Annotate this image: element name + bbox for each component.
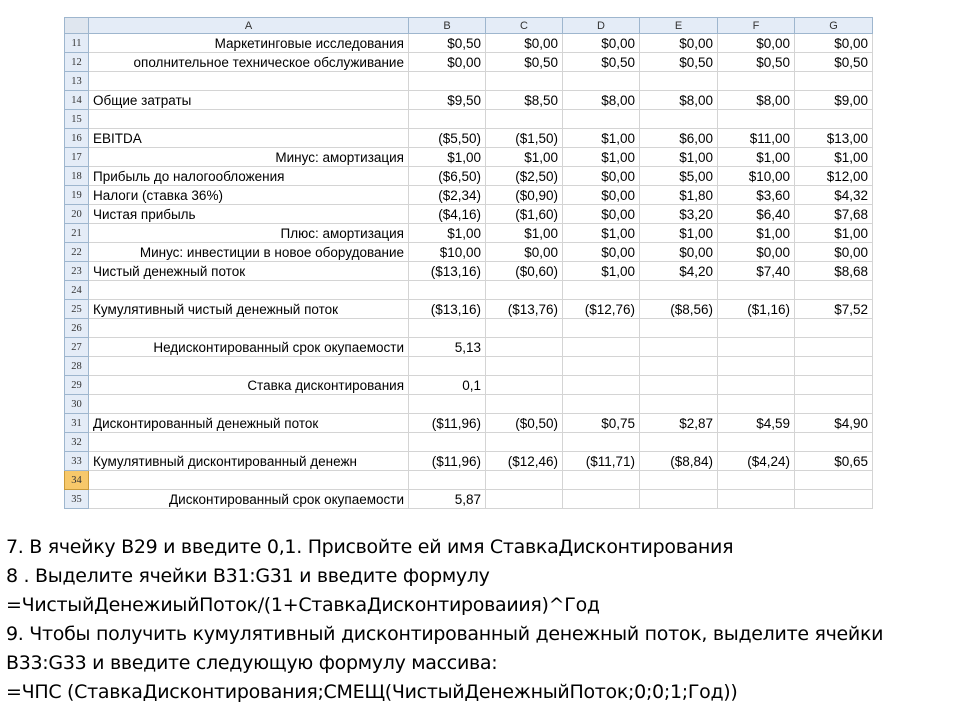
cell-value[interactable]: $0,00: [795, 34, 873, 53]
cell-value[interactable]: [718, 110, 795, 129]
cell-value[interactable]: ($13,16): [409, 262, 486, 281]
select-all-corner[interactable]: [65, 18, 89, 34]
instructions-text: [6, 533, 956, 707]
cell-value[interactable]: $3,60: [718, 186, 795, 205]
row-header[interactable]: 12: [65, 53, 89, 72]
cell-value[interactable]: $1,00: [486, 224, 563, 243]
cell-value[interactable]: $6,00: [640, 129, 718, 148]
cell-value[interactable]: [486, 376, 563, 395]
cell-value[interactable]: [640, 338, 718, 357]
cell-value[interactable]: $0,00: [563, 167, 640, 186]
cell-value[interactable]: [486, 357, 563, 376]
cell-value[interactable]: $0,00: [563, 34, 640, 53]
spreadsheet-grid: [64, 17, 873, 509]
cell-value[interactable]: ($1,60): [486, 205, 563, 224]
cell-value[interactable]: ($0,60): [486, 262, 563, 281]
row-header[interactable]: 18: [65, 167, 89, 186]
instruction-line: B33:G33 и введите следующую формулу массива:: [6, 652, 498, 674]
cell-value[interactable]: [640, 433, 718, 452]
cell-value[interactable]: $0,00: [640, 34, 718, 53]
cell-label[interactable]: Минус: инвестиции в новое оборудование: [89, 243, 409, 262]
cell-label[interactable]: Кумулятивный чистый денежный поток: [89, 300, 409, 319]
cell-label[interactable]: [89, 110, 409, 129]
sheet-row: [65, 357, 873, 376]
row-header[interactable]: 21: [65, 224, 89, 243]
row-header[interactable]: 32: [65, 433, 89, 452]
sheet-row: [65, 319, 873, 338]
column-header-d[interactable]: D: [563, 18, 640, 34]
cell-value[interactable]: [409, 357, 486, 376]
cell-value[interactable]: [795, 433, 873, 452]
cell-value[interactable]: ($8,56): [640, 300, 718, 319]
cell-value[interactable]: ($2,50): [486, 167, 563, 186]
cell-value[interactable]: [486, 395, 563, 414]
cell-value[interactable]: $0,50: [795, 53, 873, 72]
sheet-row: [65, 34, 873, 53]
cell-label[interactable]: [89, 319, 409, 338]
cell-value[interactable]: $0,00: [409, 53, 486, 72]
cell-label[interactable]: Маркетинговые исследования: [89, 34, 409, 53]
cell-value[interactable]: [486, 471, 563, 490]
instruction-line: =ЧПС (СтавкаДисконтирования;СМЕЩ(ЧистыйДенежныйПоток;0;0;1;Год)): [6, 681, 738, 703]
cell-value[interactable]: [486, 319, 563, 338]
cell-value[interactable]: [795, 357, 873, 376]
sheet-row: [65, 395, 873, 414]
cell-label[interactable]: Общие затраты: [89, 91, 409, 110]
cell-value[interactable]: $0,00: [486, 34, 563, 53]
cell-value[interactable]: [563, 395, 640, 414]
cell-value[interactable]: [409, 110, 486, 129]
instruction-line: 7. В ячейку B29 и введите 0,1. Присвойте ей имя СтавкаДисконтирования: [6, 536, 734, 558]
cell-label[interactable]: Ставка дисконтирования: [89, 376, 409, 395]
row-header[interactable]: 14: [65, 91, 89, 110]
cell-value[interactable]: $0,00: [795, 243, 873, 262]
cell-value[interactable]: ($11,71): [563, 452, 640, 471]
cell-value[interactable]: ($1,16): [718, 300, 795, 319]
cell-value[interactable]: $8,00: [718, 91, 795, 110]
cell-label[interactable]: Дисконтированный денежный поток: [89, 414, 409, 433]
cell-label[interactable]: Плюс: амортизация: [89, 224, 409, 243]
cell-value[interactable]: [409, 281, 486, 300]
row-header[interactable]: 33: [65, 452, 89, 471]
cell-value[interactable]: [563, 376, 640, 395]
row-header[interactable]: 26: [65, 319, 89, 338]
column-header-c[interactable]: C: [486, 18, 563, 34]
cell-value[interactable]: $3,20: [640, 205, 718, 224]
cell-value[interactable]: [718, 395, 795, 414]
cell-value[interactable]: [409, 433, 486, 452]
cell-value[interactable]: $1,00: [640, 224, 718, 243]
cell-label[interactable]: Прибыль до налогообложения: [89, 167, 409, 186]
cell-value[interactable]: $0,50: [718, 53, 795, 72]
sheet-row: [65, 167, 873, 186]
sheet-row: [65, 376, 873, 395]
cell-value[interactable]: $4,90: [795, 414, 873, 433]
sheet-row: [65, 53, 873, 72]
sheet-row: [65, 243, 873, 262]
cell-value[interactable]: $1,00: [718, 148, 795, 167]
cell-value[interactable]: [795, 110, 873, 129]
cell-label[interactable]: [89, 433, 409, 452]
cell-value[interactable]: ($13,76): [486, 300, 563, 319]
row-header[interactable]: 25: [65, 300, 89, 319]
cell-label[interactable]: Кумулятивный дисконтированный денежн: [89, 452, 409, 471]
cell-value[interactable]: [718, 357, 795, 376]
sheet-row: [65, 148, 873, 167]
sheet-row: [65, 433, 873, 452]
cell-value[interactable]: [563, 319, 640, 338]
cell-label[interactable]: Налоги (ставка 36%): [89, 186, 409, 205]
cell-label[interactable]: [89, 72, 409, 91]
cell-value[interactable]: ($11,96): [409, 414, 486, 433]
cell-value[interactable]: 0,1: [409, 376, 486, 395]
cell-value[interactable]: $1,00: [409, 224, 486, 243]
cell-label[interactable]: EBITDA: [89, 129, 409, 148]
cell-label[interactable]: [89, 281, 409, 300]
cell-label[interactable]: Недисконтированный срок окупаемости: [89, 338, 409, 357]
cell-value[interactable]: $9,00: [795, 91, 873, 110]
cell-value[interactable]: $0,00: [563, 186, 640, 205]
sheet-row: [65, 110, 873, 129]
row-header[interactable]: 35: [65, 490, 89, 509]
cell-label[interactable]: Чистая прибыль: [89, 205, 409, 224]
cell-value[interactable]: $0,50: [486, 53, 563, 72]
cell-label[interactable]: [89, 357, 409, 376]
cell-value[interactable]: [795, 281, 873, 300]
cell-value[interactable]: $11,00: [718, 129, 795, 148]
sheet-row: [65, 414, 873, 433]
row-header[interactable]: 34: [65, 471, 89, 490]
cell-value[interactable]: $8,68: [795, 262, 873, 281]
cell-value[interactable]: $1,80: [640, 186, 718, 205]
sheet-row: [65, 281, 873, 300]
cell-value[interactable]: [486, 281, 563, 300]
cell-value[interactable]: $4,59: [718, 414, 795, 433]
row-header[interactable]: 11: [65, 34, 89, 53]
cell-value[interactable]: ($12,76): [563, 300, 640, 319]
cell-value[interactable]: $1,00: [795, 224, 873, 243]
cell-value[interactable]: $0,00: [486, 243, 563, 262]
cell-value[interactable]: [486, 72, 563, 91]
cell-value[interactable]: [795, 471, 873, 490]
cell-value[interactable]: $8,50: [486, 91, 563, 110]
cell-value[interactable]: $7,68: [795, 205, 873, 224]
cell-value[interactable]: $0,50: [640, 53, 718, 72]
cell-value[interactable]: ($4,24): [718, 452, 795, 471]
row-header[interactable]: 31: [65, 414, 89, 433]
sheet-row: [65, 262, 873, 281]
cell-value[interactable]: [795, 376, 873, 395]
row-header[interactable]: 15: [65, 110, 89, 129]
row-header[interactable]: 23: [65, 262, 89, 281]
column-header-g[interactable]: G: [795, 18, 873, 34]
row-header[interactable]: 19: [65, 186, 89, 205]
cell-value[interactable]: [718, 319, 795, 338]
row-header[interactable]: 27: [65, 338, 89, 357]
cell-value[interactable]: [640, 319, 718, 338]
sheet-row: [65, 129, 873, 148]
cell-value[interactable]: $5,00: [640, 167, 718, 186]
cell-value[interactable]: [718, 433, 795, 452]
cell-value[interactable]: $13,00: [795, 129, 873, 148]
cell-value[interactable]: $1,00: [486, 148, 563, 167]
row-header[interactable]: 16: [65, 129, 89, 148]
cell-value[interactable]: [640, 357, 718, 376]
cell-value[interactable]: $0,00: [718, 34, 795, 53]
cell-value[interactable]: [409, 319, 486, 338]
cell-value[interactable]: ($4,16): [409, 205, 486, 224]
cell-value[interactable]: $6,40: [718, 205, 795, 224]
cell-value[interactable]: [486, 433, 563, 452]
cell-value[interactable]: $7,52: [795, 300, 873, 319]
cell-value[interactable]: $8,00: [640, 91, 718, 110]
cell-value[interactable]: $9,50: [409, 91, 486, 110]
cell-value[interactable]: [563, 471, 640, 490]
cell-value[interactable]: $10,00: [718, 167, 795, 186]
cell-value[interactable]: [563, 433, 640, 452]
row-header[interactable]: 20: [65, 205, 89, 224]
cell-value[interactable]: $8,00: [563, 91, 640, 110]
cell-value[interactable]: ($0,90): [486, 186, 563, 205]
cell-value[interactable]: [409, 72, 486, 91]
sheet-row: [65, 224, 873, 243]
cell-value[interactable]: [795, 490, 873, 509]
row-header[interactable]: 13: [65, 72, 89, 91]
cell-value[interactable]: [563, 357, 640, 376]
sheet-row: [65, 205, 873, 224]
cell-value[interactable]: [718, 490, 795, 509]
cell-value[interactable]: [409, 395, 486, 414]
row-header[interactable]: 22: [65, 243, 89, 262]
instruction-line: 9. Чтобы получить кумулятивный дисконтированный денежный поток, выделите ячейки: [6, 623, 884, 645]
cell-value[interactable]: [563, 338, 640, 357]
row-header[interactable]: 28: [65, 357, 89, 376]
sheet-row: [65, 490, 873, 509]
cell-value[interactable]: [640, 395, 718, 414]
cell-value[interactable]: [795, 319, 873, 338]
cell-value[interactable]: [718, 72, 795, 91]
cell-value[interactable]: 5,87: [409, 490, 486, 509]
cell-value[interactable]: [563, 281, 640, 300]
cell-value[interactable]: ($2,34): [409, 186, 486, 205]
sheet-row: [65, 72, 873, 91]
row-header[interactable]: 24: [65, 281, 89, 300]
row-header[interactable]: 17: [65, 148, 89, 167]
cell-value[interactable]: $1,00: [640, 148, 718, 167]
cell-value[interactable]: $1,00: [563, 262, 640, 281]
cell-value[interactable]: $0,50: [409, 34, 486, 53]
cell-value[interactable]: $0,00: [718, 243, 795, 262]
column-header-f[interactable]: F: [718, 18, 795, 34]
cell-value[interactable]: $1,00: [563, 129, 640, 148]
cell-value[interactable]: $2,87: [640, 414, 718, 433]
cell-value[interactable]: [563, 490, 640, 509]
row-header[interactable]: 29: [65, 376, 89, 395]
cell-value[interactable]: [409, 471, 486, 490]
cell-value[interactable]: ($11,96): [409, 452, 486, 471]
cell-value[interactable]: ($6,50): [409, 167, 486, 186]
instruction-line: =ЧистыйДенежиыйПоток/(1+СтавкаДисконтироваиия)^Год: [6, 594, 600, 616]
instruction-line: 8 . Выделите ячейки B31:G31 и введите формулу: [6, 565, 490, 587]
sheet-row: [65, 338, 873, 357]
cell-value[interactable]: $1,00: [563, 148, 640, 167]
cell-value[interactable]: ($1,50): [486, 129, 563, 148]
cell-value[interactable]: $0,00: [563, 243, 640, 262]
cell-value[interactable]: $0,50: [563, 53, 640, 72]
cell-value[interactable]: [640, 281, 718, 300]
cell-value[interactable]: $1,00: [409, 148, 486, 167]
cell-value[interactable]: $1,00: [563, 224, 640, 243]
cell-label[interactable]: Чистый денежный поток: [89, 262, 409, 281]
row-header[interactable]: 30: [65, 395, 89, 414]
cell-value[interactable]: [486, 110, 563, 129]
cell-value[interactable]: [795, 395, 873, 414]
cell-value[interactable]: [718, 338, 795, 357]
cell-value[interactable]: [563, 110, 640, 129]
cell-value[interactable]: [718, 281, 795, 300]
cell-label[interactable]: [89, 471, 409, 490]
cell-value[interactable]: $4,32: [795, 186, 873, 205]
cell-value[interactable]: $4,20: [640, 262, 718, 281]
column-header-row: [65, 18, 873, 34]
column-header-e[interactable]: E: [640, 18, 718, 34]
cell-value[interactable]: [795, 72, 873, 91]
cell-label[interactable]: Минус: амортизация: [89, 148, 409, 167]
cell-value[interactable]: ($12,46): [486, 452, 563, 471]
cell-value[interactable]: $1,00: [718, 224, 795, 243]
cell-value[interactable]: ($13,16): [409, 300, 486, 319]
cell-value[interactable]: ($5,50): [409, 129, 486, 148]
cell-value[interactable]: [640, 490, 718, 509]
cell-value[interactable]: [640, 376, 718, 395]
sheet-row: [65, 471, 873, 490]
cell-value[interactable]: [640, 72, 718, 91]
sheet-body: [65, 34, 873, 509]
cell-value[interactable]: [640, 471, 718, 490]
cell-value[interactable]: $10,00: [409, 243, 486, 262]
cell-value[interactable]: [795, 338, 873, 357]
sheet-row: [65, 452, 873, 471]
cell-value[interactable]: $0,00: [640, 243, 718, 262]
sheet-row: [65, 186, 873, 205]
column-header-b[interactable]: B: [409, 18, 486, 34]
cell-label[interactable]: [89, 395, 409, 414]
cell-value[interactable]: ($0,50): [486, 414, 563, 433]
sheet-row: [65, 300, 873, 319]
cell-value[interactable]: $0,00: [563, 205, 640, 224]
cell-value[interactable]: $7,40: [718, 262, 795, 281]
cell-value[interactable]: [718, 471, 795, 490]
cell-value[interactable]: [640, 110, 718, 129]
cell-value[interactable]: 5,13: [409, 338, 486, 357]
sheet-row: [65, 91, 873, 110]
cell-value[interactable]: $12,00: [795, 167, 873, 186]
cell-label[interactable]: ополнительное техническое обслуживание: [89, 53, 409, 72]
cell-value[interactable]: [486, 490, 563, 509]
cell-value[interactable]: ($8,84): [640, 452, 718, 471]
column-header-a[interactable]: A: [89, 18, 409, 34]
cell-value[interactable]: $0,75: [563, 414, 640, 433]
cell-value[interactable]: [718, 376, 795, 395]
cell-value[interactable]: [486, 338, 563, 357]
cell-value[interactable]: [563, 72, 640, 91]
cell-value[interactable]: $1,00: [795, 148, 873, 167]
cell-value[interactable]: $0,65: [795, 452, 873, 471]
cell-label[interactable]: Дисконтированный срок окупаемости: [89, 490, 409, 509]
